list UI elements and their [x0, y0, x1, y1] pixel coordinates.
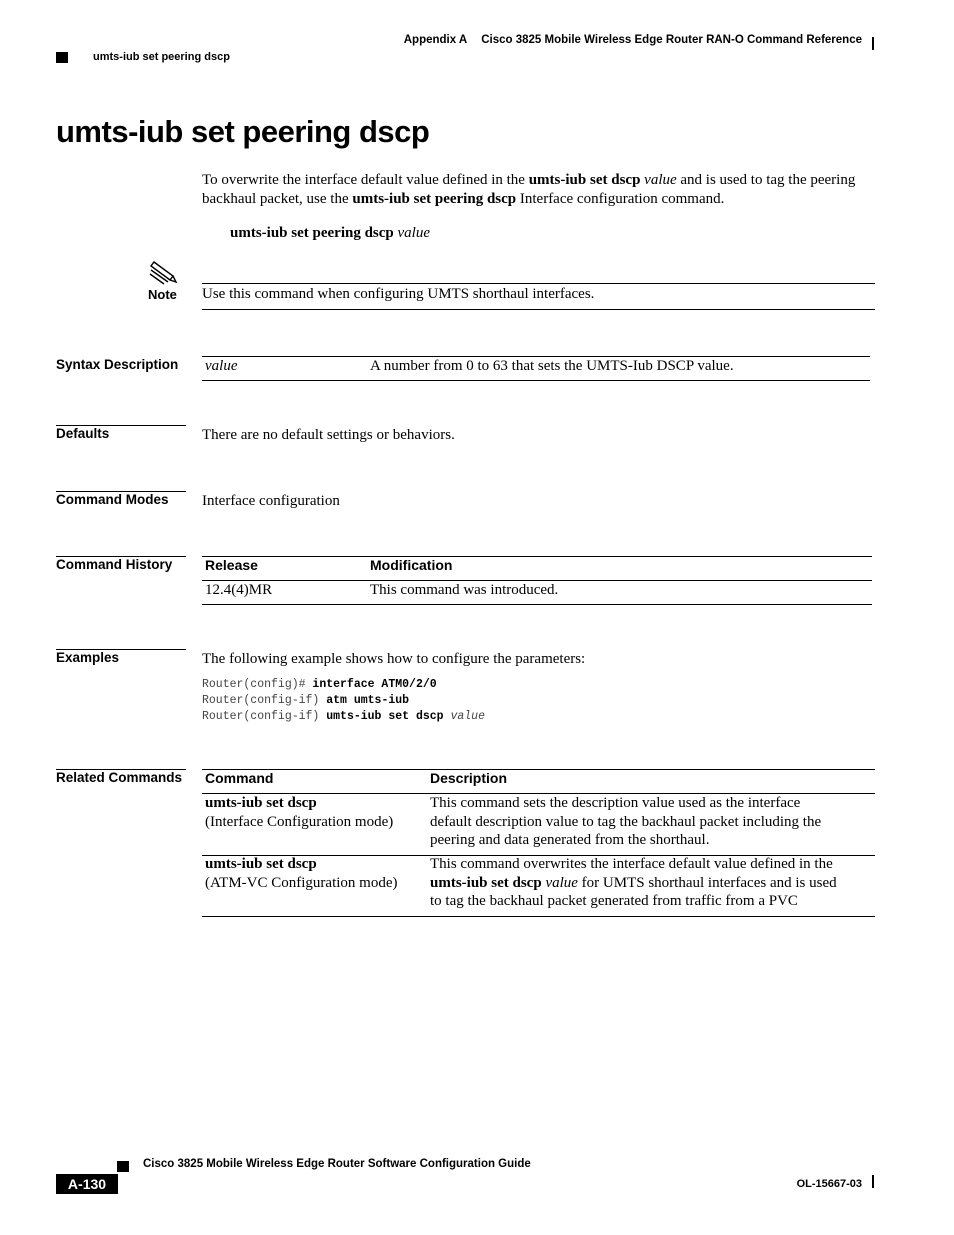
related-table-bottom-rule — [202, 916, 875, 917]
footer-marker — [117, 1161, 129, 1172]
history-table-bottom-rule — [202, 604, 872, 605]
related-desc-rest: for UMTS shorthaul interfaces and is used — [577, 874, 837, 891]
code-line — [202, 677, 485, 693]
note-top-rule — [202, 283, 875, 284]
code-prompt: Router(config)# — [202, 678, 313, 691]
footer-guide-title: Cisco 3825 Mobile Wireless Edge Router Software Configuration Guide — [143, 1158, 531, 1170]
intro-command-2: umts-iub set peering dscp — [352, 190, 517, 207]
history-release-cell: 12.4(4)MR — [205, 582, 273, 598]
intro-text-3: Interface configuration command. — [516, 190, 725, 207]
code-argument: value — [443, 710, 485, 723]
related-header-command: Command — [205, 770, 274, 786]
page-number: A-130 — [56, 1174, 118, 1194]
command-history-heading: Command History — [56, 557, 173, 572]
related-command-mode: (Interface Configuration mode) — [205, 813, 394, 830]
command-syntax — [230, 224, 430, 243]
syntax-desc-cell: A number from 0 to 63 that sets the UMTS-Iub DSCP value. — [370, 358, 734, 374]
intro-command-1: umts-iub set dscp — [528, 172, 641, 188]
pencil-note-icon — [148, 259, 178, 285]
related-desc-bold: umts-iub set dscp — [430, 874, 542, 891]
code-line — [202, 709, 485, 725]
syntax-table-bottom-rule — [202, 380, 870, 381]
related-commands-heading: Related Commands — [56, 770, 183, 785]
code-prompt: Router(config-if) — [202, 710, 327, 723]
note-label: Note — [148, 287, 177, 302]
header-marker — [56, 52, 68, 63]
related-desc-line: This command overwrites the interface default value defined in the — [430, 856, 833, 872]
related-desc-line: This command sets the description value used as the interface — [430, 795, 801, 811]
history-header-release: Release — [205, 557, 258, 573]
page-title: umts-iub set peering dscp — [56, 114, 430, 149]
defaults-text: There are no default settings or behaviors. — [202, 427, 455, 443]
syntax-arg-cell — [205, 357, 237, 376]
related-header-description: Description — [430, 770, 508, 786]
header-section: umts-iub set peering dscp — [93, 51, 230, 63]
examples-intro: The following example shows how to configure the parameters: — [202, 651, 586, 667]
note-text: Use this command when configuring UMTS shorthaul interfaces. — [202, 286, 595, 302]
history-table-top-rule — [202, 556, 872, 557]
code-command: umts-iub set dscp — [326, 710, 444, 723]
related-row-2-description — [430, 855, 875, 911]
related-row-2-command — [205, 855, 420, 892]
defaults-heading: Defaults — [56, 426, 110, 441]
code-line — [202, 693, 485, 709]
intro-text-1: To overwrite the interface default value defined in the — [202, 172, 529, 188]
related-desc-line: default description value to tag the backhaul packet including the — [430, 813, 822, 830]
command-modes-text: Interface configuration — [202, 493, 340, 509]
related-command-bold: umts-iub set dscp — [205, 795, 317, 811]
code-example — [202, 677, 485, 725]
related-command-name — [205, 794, 420, 813]
intro-paragraph — [202, 171, 874, 208]
history-header-modification: Modification — [370, 557, 453, 573]
code-prompt: Router(config-if) — [202, 694, 327, 707]
header-rule — [872, 37, 874, 50]
related-desc-italic: value — [541, 874, 578, 891]
intro-arg: value — [640, 172, 677, 188]
footer-doc-number: OL-15667-03 — [796, 1178, 862, 1190]
related-row-1-command — [205, 794, 420, 831]
related-command-mode: (ATM-VC Configuration mode) — [205, 874, 398, 891]
syntax-argument: value — [397, 225, 430, 241]
history-modification-cell: This command was introduced. — [370, 582, 559, 598]
related-row-1-description — [430, 794, 875, 850]
related-table-top-rule — [202, 769, 875, 770]
syntax-arg-value: value — [205, 358, 238, 374]
footer-rule — [872, 1175, 874, 1188]
related-desc-line: peering and data generated from the shorthaul. — [430, 832, 710, 848]
related-desc-line: to tag the backhaul packet generated from traffic from a PVC — [430, 893, 798, 909]
examples-heading: Examples — [56, 650, 120, 665]
related-desc-line — [430, 874, 875, 893]
code-command: atm umts-iub — [326, 694, 410, 707]
related-command-bold: umts-iub set dscp — [205, 856, 317, 872]
command-modes-heading: Command Modes — [56, 492, 169, 507]
note-bottom-rule — [202, 309, 875, 310]
header-appendix: Appendix A — [403, 34, 468, 46]
intro-text-2: and is used to tag the peering backhaul packet, use the — [202, 172, 856, 207]
code-command: interface ATM0/2/0 — [312, 678, 437, 691]
syntax-command: umts-iub set peering dscp — [230, 225, 394, 241]
running-header — [300, 34, 862, 46]
header-book-title: Cisco 3825 Mobile Wireless Edge Router RAN-O Command Reference — [481, 34, 862, 46]
related-command-name — [205, 855, 420, 874]
syntax-description-heading: Syntax Description — [56, 357, 179, 372]
